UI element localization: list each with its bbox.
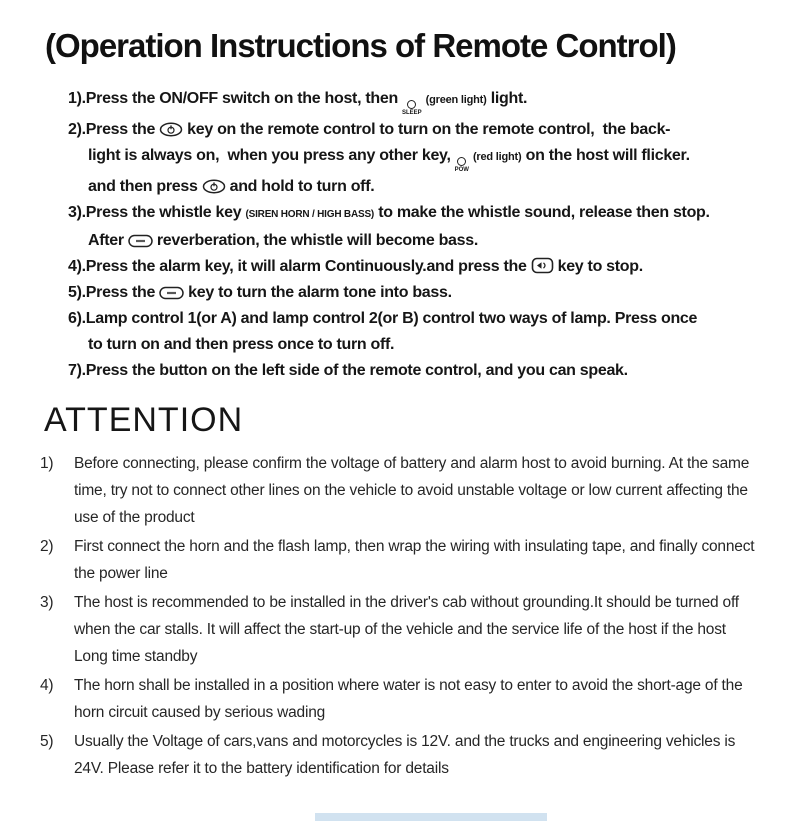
instruction-1 [68,86,795,117]
instruction-1-text: 1).Press the ON/OFF switch on the host, then [68,90,398,107]
bass-key-icon [159,286,184,300]
instruction-5 [68,280,795,306]
instruction-2-text-b: key on the remote control to turn on the remote control, the back- [187,121,671,138]
bottom-blue-bar [315,813,547,821]
instruction-4 [68,254,795,280]
instruction-2-text-a: 2).Press the [68,121,156,138]
instruction-2-text-d: on the host will flicker. [525,147,690,164]
attention-item [40,728,762,782]
attention-item [40,533,762,587]
attention-item [40,589,762,670]
pow-indicator-label: POW [454,167,469,173]
red-light-note: (red light) [472,151,522,163]
sleep-indicator-circle [407,100,416,109]
instruction-2-line-3 [68,174,795,200]
pow-indicator-icon [455,157,469,174]
attention-item-number: 2) [40,538,54,555]
sleep-indicator-icon [402,100,422,117]
page-title: (Operation Instructions of Remote Control) [45,27,676,64]
attention-item-number: 5) [40,733,54,750]
attention-item-text: First connect the horn and the flash lamp, then wrap the wiring with insulating tape, and finally connect the power line [74,538,755,582]
instruction-7: 7).Press the button on the left side of the remote control, and you can speak. [68,362,628,379]
instruction-3-text-c: After [88,232,124,249]
pow-indicator-circle [457,157,466,166]
attention-item-number: 3) [40,594,54,611]
instruction-2-text-c: light is always on, when you press any other key, [88,147,451,164]
attention-heading: ATTENTION [44,401,244,439]
instruction-3-line-2 [68,228,795,254]
attention-item-text: The host is recommended to be installed in the driver's cab without grounding.It should be turned off when the car stalls. It will affect the start-up of the vehicle and the service life of the host if the host Long time standby [74,594,739,665]
instruction-3-text-a: 3).Press the whistle key [68,204,242,221]
instruction-2-line-2 [68,143,795,174]
instruction-4-text-b: key to stop. [557,258,643,275]
instruction-1-end: light. [490,90,528,107]
instruction-3-line-1 [68,200,795,228]
instruction-6-line-2: to turn on and then press once to turn off. [88,336,395,353]
whistle-key-icon [128,234,153,248]
instruction-4-text-a: 4).Press the alarm key, it will alarm Continuously.and press the [68,258,527,275]
instruction-6-line-1: 6).Lamp control 1(or A) and lamp control 2(or B) control two ways of lamp. Press once [68,310,698,327]
power-key-icon [159,122,183,137]
attention-item [40,672,762,726]
mute-key-icon [531,257,554,274]
instruction-5-text-b: key to turn the alarm tone into bass. [188,284,452,301]
sleep-indicator-label: SLEEP [401,110,422,116]
attention-item-text: Usually the Voltage of cars,vans and motorcycles is 12V. and the trucks and engineering vehicles is 24V. Please refer it to the battery identification for details [74,733,736,777]
instruction-list [68,86,795,384]
instruction-2-text-f: and hold to turn off. [229,178,375,195]
siren-horn-note: (SIREN HORN / HIGH BASS) [245,209,375,220]
green-light-note: (green light) [425,94,487,106]
instruction-2-line-1 [68,117,795,143]
instruction-5-text-a: 5).Press the [68,284,156,301]
manual-page [0,26,795,821]
attention-item [40,450,762,531]
power-key-icon [202,179,226,194]
attention-list [40,450,762,782]
attention-item-text: The horn shall be installed in a position where water is not easy to enter to avoid the short-age of the horn circuit caused by serious wading [74,677,743,721]
instruction-3-text-b: to make the whistle sound, release then stop. [378,204,710,221]
attention-item-number: 4) [40,677,54,694]
instruction-2-text-e: and then press [88,178,198,195]
instruction-3-text-d: reverberation, the whistle will become bass. [156,232,478,249]
attention-item-number: 1) [40,455,54,472]
attention-item-text: Before connecting, please confirm the voltage of battery and alarm host to avoid burning. At the same time, try not to connect other lines on the vehicle to avoid unstable voltage or low current affecting the use of the product [74,455,750,526]
